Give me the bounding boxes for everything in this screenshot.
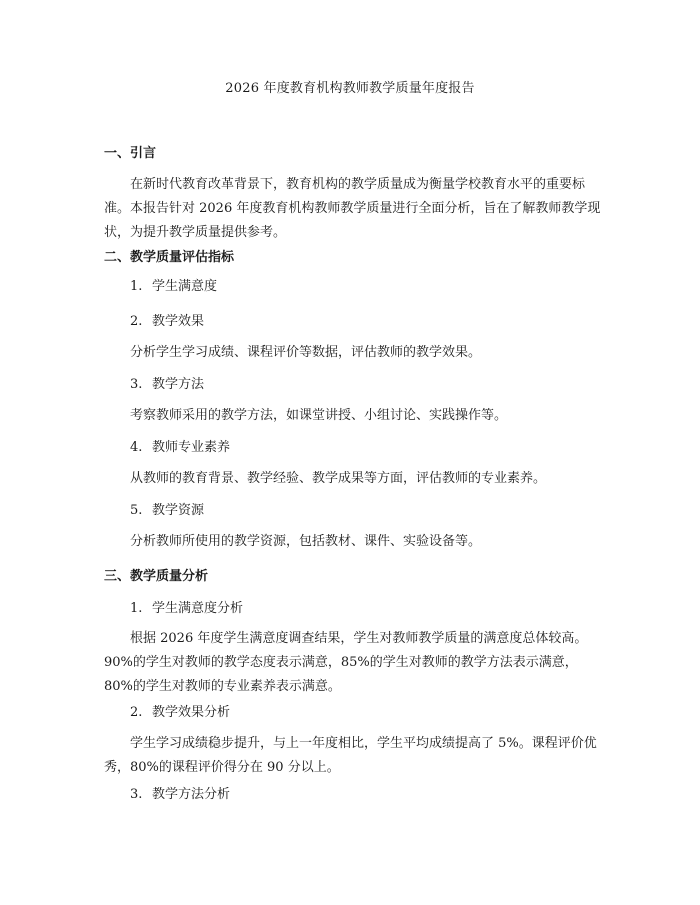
item-number: 4.: [130, 440, 143, 455]
item-label: 教学方法分析: [152, 787, 231, 802]
item-number: 2.: [130, 705, 143, 720]
item-label: 教学效果: [152, 314, 205, 329]
indicator-item-2: [130, 313, 204, 331]
indicator-item-4: [130, 439, 230, 457]
item-number: 1.: [130, 279, 143, 294]
item-number: 5.: [130, 503, 143, 518]
indicator-item-3: [130, 376, 204, 394]
indicator-desc-2: 分析学生学习成绩、课程评价等数据，评估教师的教学效果。: [130, 345, 482, 360]
indicator-desc-4: 从教师的教育背景、教学经验、教学成果等方面，评估教师的专业素养。: [130, 471, 547, 486]
analysis-item-3: [130, 786, 230, 804]
indicator-desc-5: 分析教师所使用的教学资源，包括教材、课件、实验设备等。: [130, 534, 482, 549]
indicator-desc-3: 考察教师采用的教学方法，如课堂讲授、小组讨论、实践操作等。: [130, 408, 508, 423]
indicator-item-5: [130, 502, 204, 520]
satisfaction-analysis-paragraph: 根据 2026 年度学生满意度调查结果，学生对教师教学质量的满意度总体较高。90%的学生对教师的教学态度表示满意，85%的学生对教师的教学方法表示满意，80%的学生对教师的专业素养表示满意。: [104, 631, 588, 694]
indicator-item-1: [130, 278, 217, 296]
section-heading-analysis: 三、教学质量分析: [104, 569, 209, 584]
item-label: 学生满意度: [152, 279, 218, 294]
analysis-item-1: [130, 600, 243, 618]
item-number: 2.: [130, 314, 143, 329]
item-number: 3.: [130, 787, 143, 802]
section-heading-intro: 一、引言: [104, 146, 157, 161]
report-title: 2026 年度教育机构教师教学质量年度报告: [225, 81, 475, 96]
item-label: 学生满意度分析: [152, 601, 244, 616]
effect-analysis-paragraph: 学生学习成绩稳步提升，与上一年度相比，学生平均成绩提高了 5%。课程评价优秀，80%的课程评价得分在 90 分以上。: [104, 736, 597, 775]
intro-paragraph: 在新时代教育改革背景下，教育机构的教学质量成为衡量学校教育水平的重要标准。本报告针对 2026 年度教育机构教师教学质量进行全面分析，旨在了解教师教学现状，为提升教学质量提供参考。: [104, 177, 601, 240]
item-label: 教学资源: [152, 503, 205, 518]
section-heading-indicators: 二、教学质量评估指标: [104, 250, 235, 265]
analysis-item-2: [130, 704, 230, 722]
item-label: 教师专业素养: [152, 440, 231, 455]
item-label: 教学方法: [152, 377, 205, 392]
item-number: 1.: [130, 601, 143, 616]
item-label: 教学效果分析: [152, 705, 231, 720]
item-number: 3.: [130, 377, 143, 392]
